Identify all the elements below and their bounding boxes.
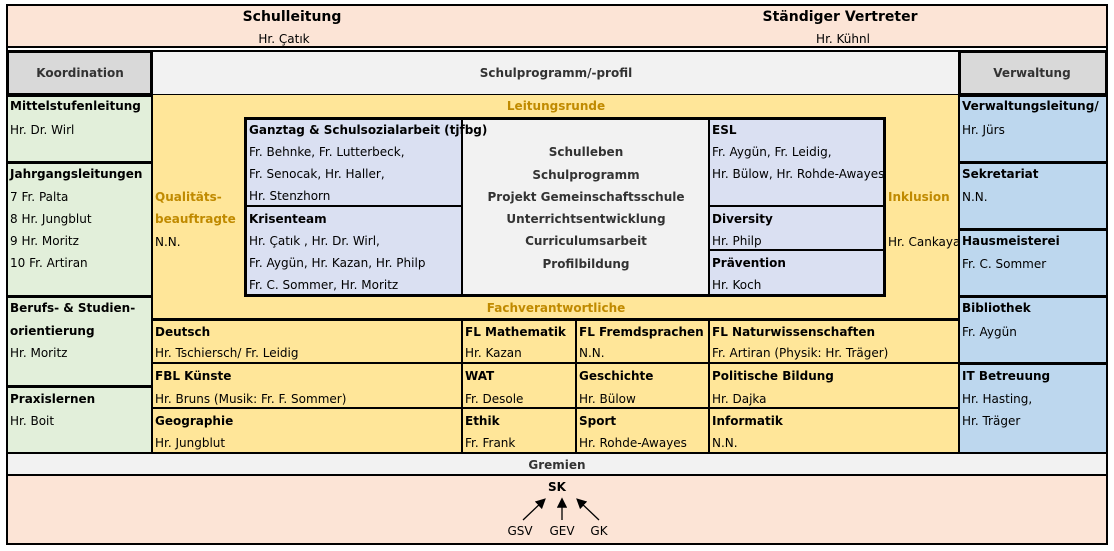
- krisenteam-name: Fr. Aygün, Hr. Kazan, Hr. Philp: [249, 256, 426, 270]
- praevention-title: Prävention: [712, 256, 786, 270]
- jahrgang-item: 8 Hr. Jungblut: [10, 212, 92, 226]
- subject-title: FL Fremdsprachen: [579, 325, 704, 339]
- subject-name: Fr. Artiran (Physik: Hr. Träger): [712, 346, 889, 360]
- subject-title: FBL Künste: [155, 369, 232, 383]
- jahrgang-item: 9 Hr. Moritz: [10, 234, 79, 248]
- koordination-label: Koordination: [36, 66, 124, 80]
- it-betreuung-name-2: Hr. Träger: [962, 414, 1021, 428]
- sekretariat-title: Sekretariat: [962, 167, 1039, 181]
- vertreter-name: Hr. Kühnl: [816, 32, 870, 46]
- ganztag-name: Fr. Senocak, Hr. Haller,: [249, 167, 385, 181]
- vertreter-title: Ständiger Vertreter: [762, 9, 918, 25]
- subject-name: N.N.: [579, 346, 605, 360]
- bibliothek-name: Fr. Aygün: [962, 325, 1017, 339]
- subject-name: Hr. Dajka: [712, 392, 767, 406]
- profile-item: Curriculumsarbeit: [525, 234, 647, 248]
- qualitaetsbeauftragte-title: Qualitäts-: [155, 190, 222, 204]
- leadership-band: [8, 6, 1106, 48]
- esl-name: Fr. Aygün, Fr. Leidig,: [712, 145, 832, 159]
- subject-title: Geographie: [155, 414, 234, 428]
- diversity-title: Diversity: [712, 212, 773, 226]
- profile-item: Projekt Gemeinschaftsschule: [487, 190, 685, 204]
- hausmeisterei-title: Hausmeisterei: [962, 234, 1060, 248]
- verwaltungsleitung-name: Hr. Jürs: [962, 123, 1005, 137]
- subject-name: Hr. Bruns (Musik: Fr. F. Sommer): [155, 392, 347, 406]
- schulleitung-name: Hr. Çatık: [258, 32, 310, 46]
- subject-title: Ethik: [465, 414, 500, 428]
- ganztag-name: Fr. Behnke, Fr. Lutterbeck,: [249, 145, 405, 159]
- subject-name: Hr. Jungblut: [155, 436, 226, 450]
- esl-title: ESL: [712, 123, 737, 137]
- ganztag-title: Ganztag & Schulsozialarbeit (tjfbg): [249, 123, 488, 137]
- krisenteam-name: Hr. Çatık , Hr. Dr. Wirl,: [249, 234, 380, 248]
- profile-item: Schulleben: [548, 145, 624, 159]
- subject-name: Hr. Rohde-Awayes: [579, 436, 687, 450]
- leitungsrunde-label: Leitungsrunde: [506, 99, 606, 113]
- subject-title: FL Mathematik: [465, 325, 566, 339]
- subject-title: WAT: [465, 369, 495, 383]
- gsv-label: GSV: [507, 524, 533, 538]
- profile-item: Schulprogramm: [532, 168, 640, 182]
- verwaltung-label: Verwaltung: [993, 66, 1071, 80]
- mittelstufenleitung-name: Hr. Dr. Wirl: [10, 123, 75, 137]
- jahrgang-item: 10 Fr. Artiran: [10, 256, 88, 270]
- diversity-name: Hr. Philp: [712, 234, 762, 248]
- schulleitung-title: Schulleitung: [242, 9, 342, 25]
- subject-name: Fr. Frank: [465, 436, 516, 450]
- subject-title: Informatik: [712, 414, 783, 428]
- gremien-label: Gremien: [528, 458, 586, 472]
- krisenteam-title: Krisenteam: [249, 212, 327, 226]
- esl-name: Hr. Bülow, Hr. Rohde-Awayes: [712, 167, 885, 181]
- praxislernen-title: Praxislernen: [10, 392, 96, 406]
- subject-title: FL Naturwissenschaften: [712, 325, 876, 339]
- verwaltungsleitung-title: Verwaltungsleitung/: [962, 99, 1099, 113]
- inklusion-title: Inklusion: [888, 190, 950, 204]
- gev-label: GEV: [549, 524, 575, 538]
- subject-title: Politische Bildung: [712, 369, 834, 383]
- krisenteam-name: Fr. C. Sommer, Hr. Moritz: [249, 278, 399, 292]
- it-betreuung-title: IT Betreuung: [962, 369, 1051, 383]
- fachverantwortliche-label: Fachverantwortliche: [486, 301, 626, 315]
- subject-title: Deutsch: [155, 325, 211, 339]
- subject-title: Sport: [579, 414, 617, 428]
- hausmeisterei-name: Fr. C. Sommer: [962, 257, 1047, 271]
- subject-title: Geschichte: [579, 369, 654, 383]
- berufsorientierung-name: Hr. Moritz: [10, 346, 68, 360]
- profile-item: Unterrichtsentwicklung: [506, 212, 666, 226]
- schulprogramm-label: Schulprogramm/-profil: [479, 66, 633, 80]
- praxislernen-name: Hr. Boit: [10, 414, 55, 428]
- sekretariat-name: N.N.: [962, 190, 988, 204]
- subject-name: Hr. Tschiersch/ Fr. Leidig: [155, 346, 299, 360]
- it-betreuung-name: Hr. Hasting,: [962, 392, 1033, 406]
- mittelstufenleitung-title: Mittelstufenleitung: [10, 99, 141, 113]
- ganztag-name: Hr. Stenzhorn: [249, 189, 331, 203]
- sk-label: SK: [548, 480, 566, 494]
- bibliothek-title: Bibliothek: [962, 301, 1031, 315]
- subject-name: Hr. Kazan: [465, 346, 522, 360]
- gk-label: GK: [590, 524, 608, 538]
- subject-name: Fr. Desole: [465, 392, 524, 406]
- subject-name: Hr. Bülow: [579, 392, 636, 406]
- berufsorientierung-title: Berufs- & Studien-: [10, 301, 136, 315]
- profile-item: Profilbildung: [542, 257, 630, 271]
- jahrgang-item: 7 Fr. Palta: [10, 190, 69, 204]
- jahrgangsleitungen-title: Jahrgangsleitungen: [10, 167, 143, 181]
- qualitaetsbeauftragte-name: N.N.: [155, 235, 181, 249]
- jahrgangsleitungen-box: [6, 162, 153, 297]
- praevention-name: Hr. Koch: [712, 278, 762, 292]
- qualitaetsbeauftragte-title-2: beauftragte: [155, 212, 236, 226]
- inklusion-name: Hr. Cankaya: [888, 235, 961, 249]
- subject-name: N.N.: [712, 436, 738, 450]
- berufsorientierung-title-2: orientierung: [10, 324, 95, 338]
